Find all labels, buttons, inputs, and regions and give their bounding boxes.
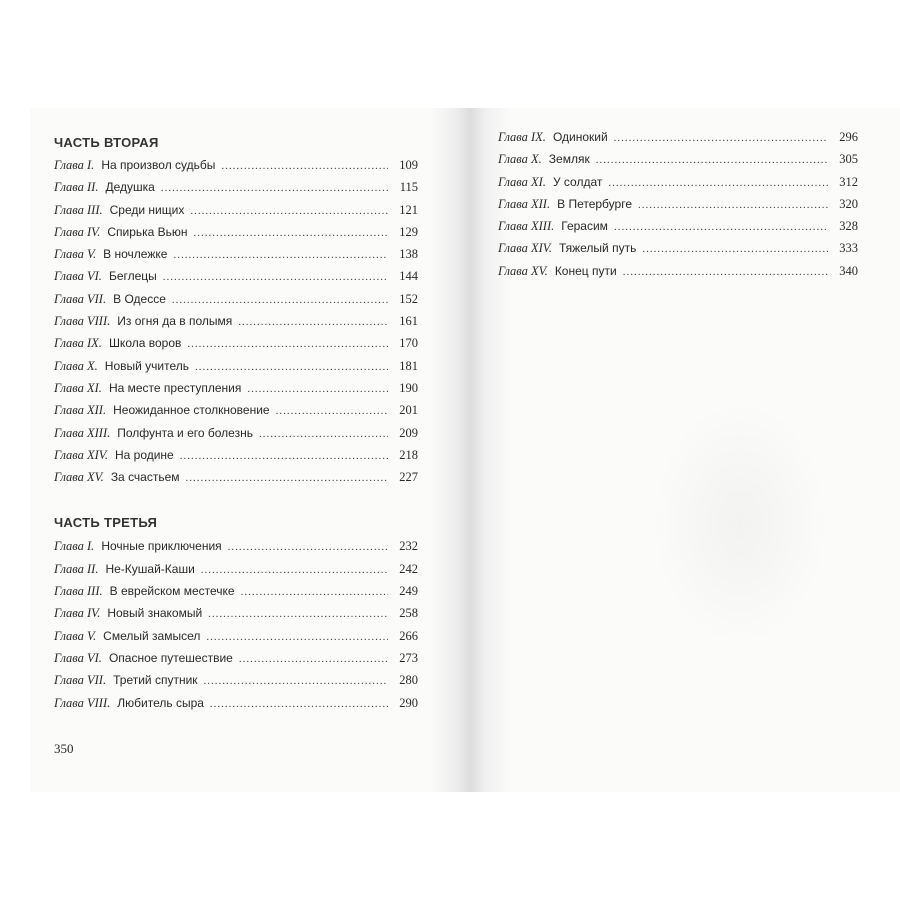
toc-entry (54, 265, 418, 287)
chapter-title: Полфунта и его болезнь (117, 425, 253, 440)
dot-leader (238, 311, 388, 333)
chapter-number: Глава III. (54, 202, 103, 217)
dot-leader (623, 261, 828, 283)
toc-entry (498, 171, 858, 193)
dot-leader (276, 400, 388, 422)
chapter-page-number: 290 (399, 695, 418, 710)
chapter-title: Новый знакомый (107, 606, 203, 621)
dot-leader (190, 200, 388, 222)
dot-leader (201, 559, 388, 581)
chapter-number: Глава II. (54, 561, 99, 576)
chapter-title: В еврейском местечке (109, 584, 235, 599)
chapter-title: В ночлежке (103, 247, 168, 262)
toc-entry (54, 221, 418, 243)
toc-entry (54, 243, 418, 265)
chapter-page-number: 115 (399, 180, 418, 195)
chapter-page-number: 232 (399, 539, 418, 554)
chapter-number: Глава XII. (498, 196, 551, 211)
chapter-title: На произвол судьбы (101, 158, 216, 172)
toc-entry (54, 692, 418, 714)
chapter-page-number: 138 (399, 247, 418, 262)
right-page (498, 126, 858, 282)
toc-entry (54, 377, 418, 399)
dot-leader (172, 289, 388, 311)
dot-leader (642, 238, 828, 260)
toc-entry (54, 154, 418, 176)
toc-entry (54, 647, 418, 669)
chapter-number: Глава XIII. (54, 425, 111, 440)
toc-entry (54, 332, 418, 354)
chapter-number: Глава VIII. (54, 695, 111, 710)
chapter-page-number: 328 (839, 219, 858, 234)
chapter-title: В Петербурге (557, 196, 632, 211)
chapter-page-number: 266 (399, 628, 418, 643)
chapter-number: Глава XI. (498, 174, 546, 189)
dot-leader (208, 603, 388, 625)
show-through-shadow (650, 398, 830, 648)
chapter-title: За счастьем (110, 470, 180, 485)
chapter-number: Глава I. (54, 539, 95, 554)
chapter-page-number: 181 (399, 358, 418, 373)
chapter-title: Неожиданное столкновение (113, 403, 270, 418)
dot-leader (204, 670, 388, 692)
dot-leader (228, 536, 388, 558)
chapter-page-number: 320 (839, 196, 858, 211)
dot-leader (195, 356, 388, 378)
chapter-page-number: 305 (839, 152, 858, 167)
chapter-page-number: 170 (399, 336, 418, 351)
chapter-title: Герасим (561, 219, 608, 234)
chapter-number: Глава VI. (54, 650, 102, 665)
chapter-number: Глава IX. (54, 336, 102, 351)
chapter-number: Глава X. (54, 358, 98, 373)
toc-entry (498, 126, 858, 148)
chapter-page-number: 190 (399, 380, 418, 395)
dot-leader (186, 467, 388, 489)
chapter-title: Школа воров (108, 336, 182, 351)
dot-leader (259, 423, 388, 445)
part-three-toc (54, 535, 418, 713)
chapter-page-number: 152 (399, 291, 418, 306)
chapter-title: Новый учитель (104, 358, 190, 373)
toc-entry (54, 355, 418, 377)
chapter-title: Из огня да в полымя (117, 314, 233, 329)
chapter-page-number: 340 (839, 263, 858, 278)
dot-leader (173, 244, 388, 266)
chapter-page-number: 273 (399, 650, 418, 665)
toc-entry (498, 215, 858, 237)
part-three-toc-continued (498, 126, 858, 282)
toc-entry (54, 558, 418, 580)
chapter-number: Глава XIV. (498, 241, 552, 256)
dot-leader (614, 216, 828, 238)
chapter-number: Глава IV. (54, 606, 101, 621)
chapter-page-number: 129 (399, 224, 418, 239)
dot-leader (180, 445, 388, 467)
dot-leader (596, 149, 828, 171)
dot-leader (239, 648, 388, 670)
chapter-title: Опасное путешествие (108, 650, 233, 665)
chapter-number: Глава XIV. (54, 447, 108, 462)
chapter-title: Тяжелый путь (558, 241, 637, 256)
chapter-page-number: 258 (399, 606, 418, 621)
toc-entry (54, 399, 418, 421)
toc-entry (54, 288, 418, 310)
toc-entry (498, 148, 858, 170)
toc-entry (54, 580, 418, 602)
chapter-page-number: 144 (399, 269, 418, 284)
dot-leader (187, 333, 388, 355)
dot-leader (614, 127, 828, 149)
toc-entry (54, 625, 418, 647)
chapter-number: Глава XI. (54, 380, 102, 395)
chapter-page-number: 280 (399, 673, 418, 688)
left-page (54, 132, 418, 714)
chapter-title: Спирька Вьюн (107, 224, 188, 239)
toc-entry (54, 466, 418, 488)
chapter-page-number: 201 (399, 403, 418, 418)
toc-entry (54, 535, 418, 557)
chapter-number: Глава VI. (54, 269, 102, 284)
chapter-number: Глава X. (498, 152, 542, 167)
chapter-title: Земляк (548, 152, 590, 167)
part-three-section (54, 512, 418, 713)
dot-leader (638, 194, 828, 216)
chapter-page-number: 218 (399, 447, 418, 462)
chapter-title: Не-Кушай-Каши (105, 561, 195, 576)
part-two-toc (54, 154, 418, 488)
dot-leader (161, 177, 388, 199)
chapter-title: Любитель сыра (117, 695, 204, 710)
chapter-title: Третий спутник (113, 673, 198, 688)
chapter-number: Глава V. (54, 247, 97, 262)
open-book-spread (30, 108, 900, 792)
toc-entry (54, 199, 418, 221)
dot-leader (221, 155, 388, 177)
chapter-page-number: 242 (399, 561, 418, 576)
part-two-section (54, 132, 418, 488)
part-three-title: ЧАСТЬ ТРЕТЬЯ (54, 515, 158, 531)
chapter-title: Ночные приключения (101, 539, 222, 554)
page-number: 350 (54, 741, 74, 756)
chapter-number: Глава I. (54, 158, 95, 172)
dot-leader (210, 693, 388, 715)
dot-leader (608, 172, 828, 194)
chapter-title: Среди нищих (109, 202, 185, 217)
chapter-title: Конец пути (554, 263, 617, 278)
chapter-page-number: 312 (839, 174, 858, 189)
toc-entry (54, 176, 418, 198)
dot-leader (194, 222, 388, 244)
chapter-number: Глава II. (54, 180, 99, 195)
chapter-page-number: 161 (399, 314, 418, 329)
chapter-number: Глава XV. (498, 263, 548, 278)
chapter-number: Глава VIII. (54, 314, 111, 329)
toc-entry (54, 310, 418, 332)
chapter-title: Смелый замысел (103, 628, 201, 643)
toc-entry (54, 422, 418, 444)
chapter-number: Глава XV. (54, 470, 104, 485)
toc-entry (54, 444, 418, 466)
dot-leader (241, 581, 388, 603)
toc-entry (54, 602, 418, 624)
chapter-page-number: 209 (399, 425, 418, 440)
chapter-page-number: 121 (399, 202, 418, 217)
chapter-title: В Одессе (113, 291, 166, 306)
part-two-title: ЧАСТЬ ВТОРАЯ (54, 135, 159, 150)
chapter-title: На месте преступления (108, 380, 242, 395)
toc-entry (498, 237, 858, 259)
chapter-title: Дедушка (105, 180, 155, 195)
chapter-title: На родине (114, 447, 174, 462)
dot-leader (206, 626, 388, 648)
chapter-number: Глава IX. (498, 130, 546, 144)
toc-entry (498, 260, 858, 282)
chapter-number: Глава XII. (54, 403, 107, 418)
toc-entry (54, 669, 418, 691)
chapter-number: Глава VII. (54, 673, 107, 688)
chapter-number: Глава IV. (54, 224, 101, 239)
toc-entry (498, 193, 858, 215)
chapter-title: У солдат (552, 174, 603, 189)
chapter-title: Одинокий (552, 130, 608, 144)
dot-leader (247, 378, 388, 400)
chapter-page-number: 333 (839, 241, 858, 256)
dot-leader (163, 266, 388, 288)
chapter-number: Глава VII. (54, 291, 107, 306)
chapter-number: Глава V. (54, 628, 97, 643)
chapter-page-number: 296 (839, 130, 858, 144)
chapter-page-number: 109 (399, 158, 418, 172)
chapter-number: Глава III. (54, 584, 103, 599)
chapter-title: Беглецы (108, 269, 157, 284)
chapter-page-number: 249 (399, 584, 418, 599)
chapter-number: Глава XIII. (498, 219, 555, 234)
chapter-page-number: 227 (399, 470, 418, 485)
